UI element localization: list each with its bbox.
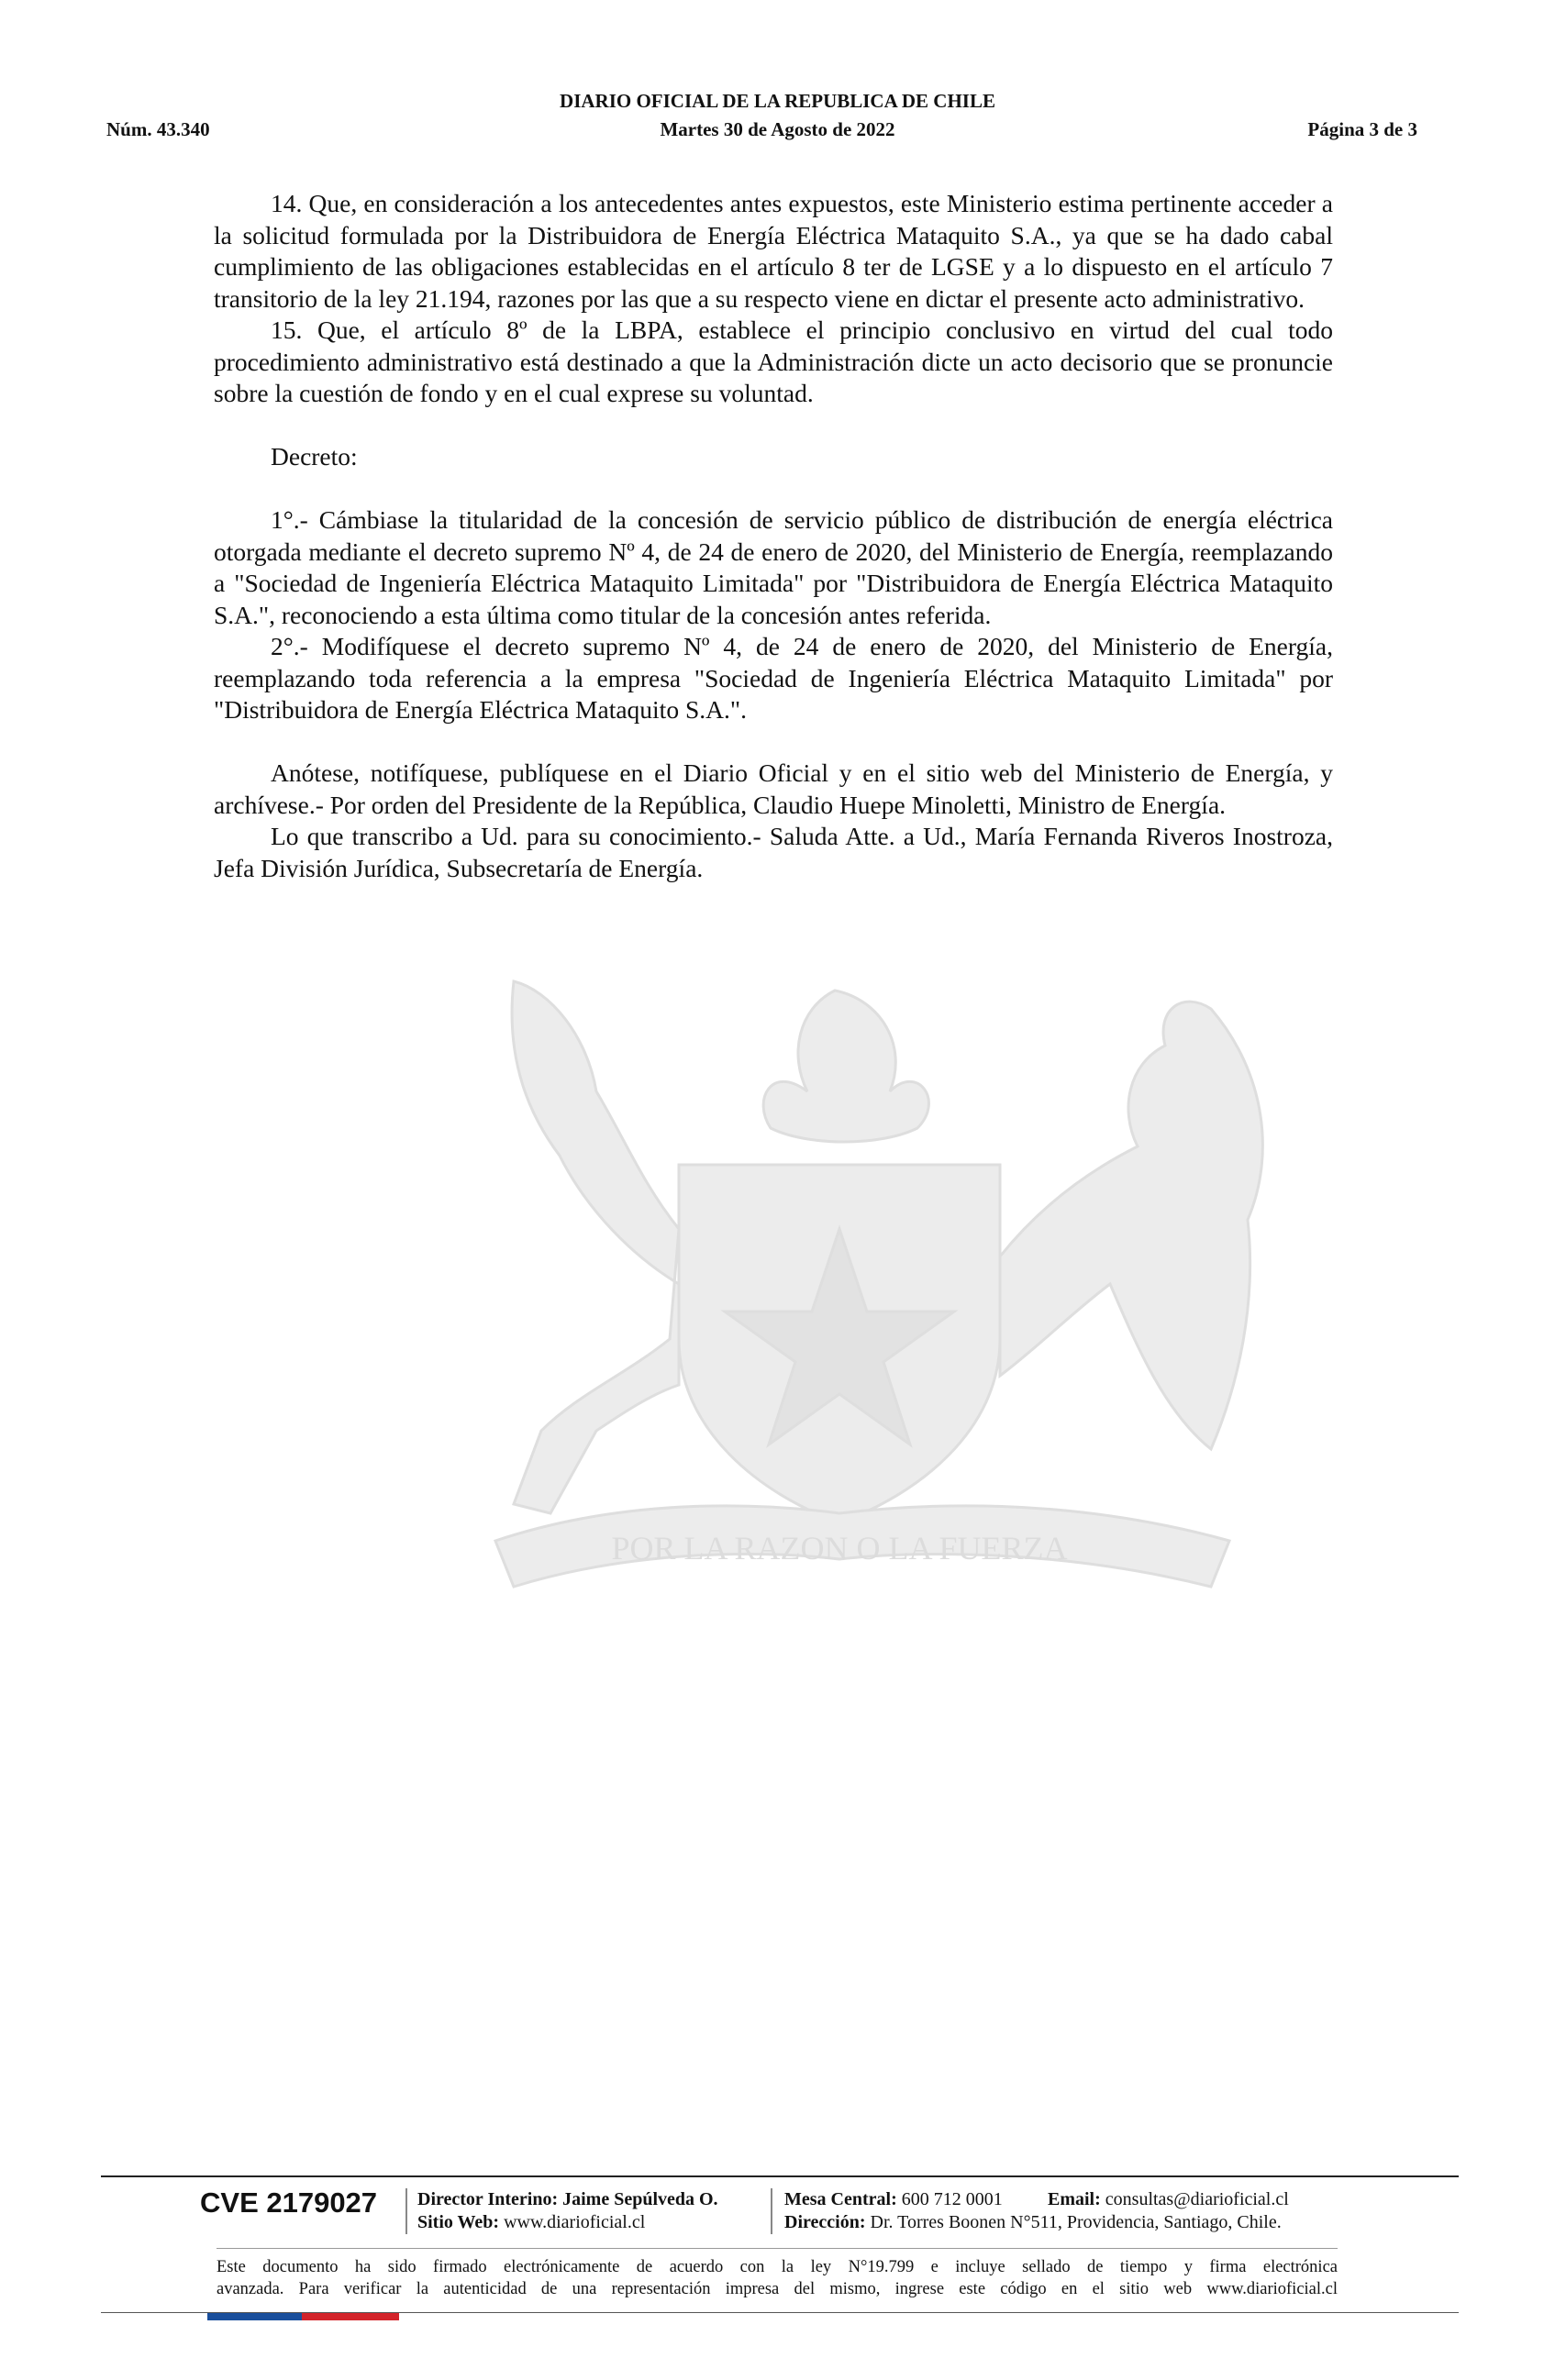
document-body bbox=[214, 188, 1333, 884]
coat-of-arms-watermark bbox=[404, 954, 1339, 1633]
email-label: Email: bbox=[1048, 2189, 1101, 2209]
footer-inner-divider bbox=[217, 2248, 1338, 2249]
decreto-heading: Decreto: bbox=[271, 442, 358, 470]
phone-info bbox=[784, 2188, 1003, 2211]
paragraph-14: 14. Que, en consideración a los antecedentes antes expuestos, este Ministerio estima pertinente acceder a la solicitud formulada por la Distribuidora de Energía Eléctrica Mataquito S.A., ya que se ha dado cabal cumplimiento de las obligaciones establecidas en el artículo 8 ter de LGSE y a lo dispuesto en el artículo 7 transitorio de la ley 21.194, razones por las que a su respecto viene en dictar el presente acto administrativo. bbox=[214, 189, 1333, 313]
phone-label: Mesa Central: bbox=[784, 2189, 897, 2209]
website-info bbox=[417, 2211, 645, 2234]
article-2: 2°.- Modifíquese el decreto supremo Nº 4, de 24 de enero de 2020, del Ministerio de Energía, reemplazando toda referencia a la empresa "Sociedad de Ingeniería Eléctrica Mataquito Limitada" por "Distribuidora de Energía Eléctrica Mataquito S.A.". bbox=[214, 632, 1333, 724]
address-info bbox=[784, 2211, 1282, 2234]
paragraph-15: 15. Que, el artículo 8º de la LBPA, establece el principio conclusivo en virtud del cual todo procedimiento administrativo está destinado a que la Administración dicte un acto decisorio que se pronuncie sobre la cuestión de fondo y en el cual exprese su voluntad. bbox=[214, 315, 1333, 407]
website-label: Sitio Web: bbox=[417, 2212, 500, 2232]
address-label: Dirección: bbox=[784, 2212, 866, 2232]
transcription-paragraph: Lo que transcribo a Ud. para su conocimiento.- Saluda Atte. a Ud., María Fernanda Riveros Inostroza, Jefa División Jurídica, Subsecretaría de Energía. bbox=[214, 822, 1333, 882]
page-indicator: Página 3 de 3 bbox=[1307, 118, 1417, 140]
article-1: 1°.- Cámbiase la titularidad de la concesión de servicio público de distribución de energía eléctrica otorgada mediante el decreto supremo Nº 4, de 24 de enero de 2020, del Ministerio de Energía, reemplazando a "Sociedad de Ingeniería Eléctrica Mataquito Limitada" por "Distribuidora de Energía Eléctrica Mataquito S.A.", reconociendo a esta última como titular de la concesión antes referida. bbox=[214, 505, 1333, 629]
footer-separator bbox=[771, 2188, 772, 2234]
flag-stripe-red bbox=[302, 2313, 399, 2320]
phone-value: 600 712 0001 bbox=[901, 2189, 1003, 2209]
issue-number: Núm. 43.340 bbox=[106, 118, 210, 140]
cve-code: CVE 2179027 bbox=[200, 2186, 378, 2219]
legal-line-2: avanzada. Para verificar la autenticidad de una representación impresa del mismo, ingrese este código en el sitio web www.diarioficial.cl bbox=[217, 2280, 1338, 2298]
watermark-motto: POR LA RAZON O LA FUERZA bbox=[611, 1530, 1068, 1566]
closing-paragraph: Anótese, notifíquese, publíquese en el Diario Oficial y en el sitio web del Ministerio de Energía, y archívese.- Por orden del Presidente de la República, Claudio Huepe Minoletti, Ministro de Energía. bbox=[214, 758, 1333, 819]
address-value: Dr. Torres Boonen N°511, Providencia, Santiago, Chile. bbox=[870, 2212, 1282, 2232]
footer-separator bbox=[405, 2188, 407, 2234]
email-link[interactable]: consultas@diarioficial.cl bbox=[1105, 2189, 1289, 2209]
website-link[interactable]: www.diarioficial.cl bbox=[504, 2212, 646, 2232]
email-info bbox=[1048, 2188, 1289, 2211]
footer-divider bbox=[101, 2175, 1459, 2177]
header-title: DIARIO OFICIAL DE LA REPUBLICA DE CHILE bbox=[560, 90, 995, 112]
issue-date: Martes 30 de Agosto de 2022 bbox=[660, 118, 895, 140]
legal-notice bbox=[217, 2256, 1338, 2300]
legal-line-1: Este documento ha sido firmado electrónicamente de acuerdo con la ley N°19.799 e incluye sellado de tiempo y firma electrónica bbox=[217, 2258, 1338, 2276]
director-label: Director Interino: Jaime Sepúlveda O. bbox=[417, 2189, 718, 2209]
director-info bbox=[417, 2188, 718, 2211]
flag-stripe-blue bbox=[207, 2313, 302, 2320]
